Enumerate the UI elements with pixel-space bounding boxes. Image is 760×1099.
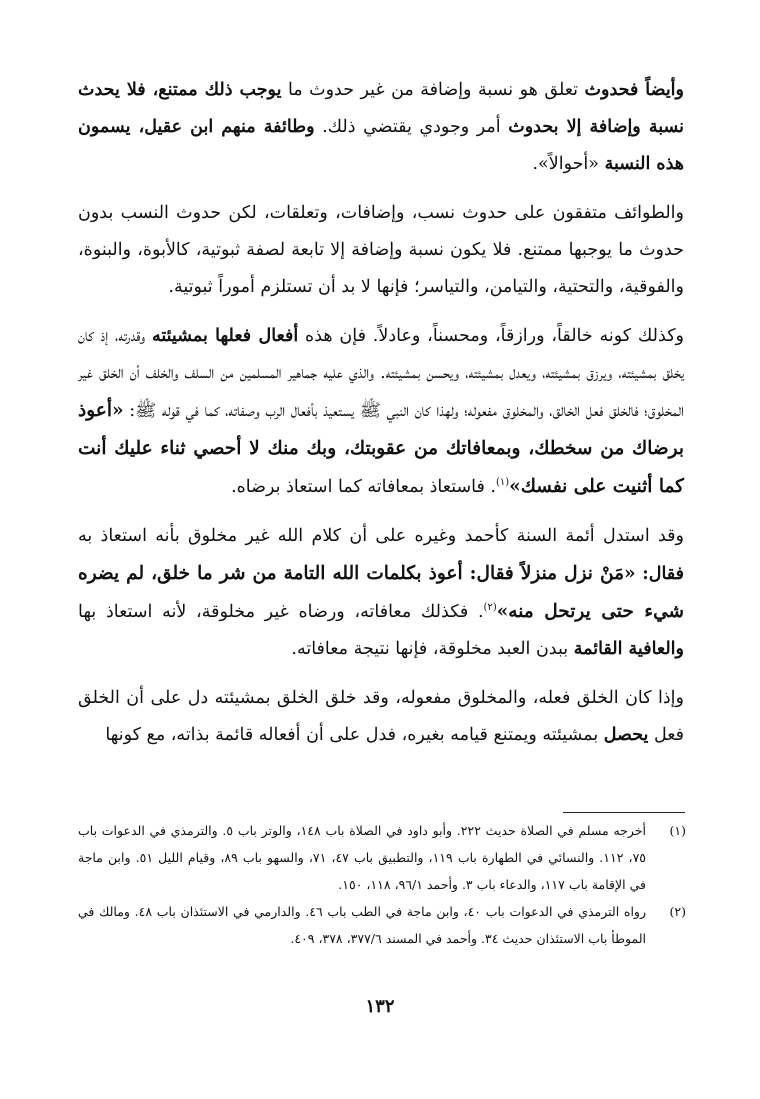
para5-text-a: وإذا كان الخلق فعله، والمخلوق مفعوله، وقد خلق الخلق بمشيئته دل على أن الخلق فعل xyxy=(78,688,684,745)
para1-bold-a: يوجب ذلك ممتنع، فلا يحدث نسبة وإضافة إلا بحدوث xyxy=(78,80,684,137)
para3-text-a: وكذلك كونه خالقاً، ورازقاً، ومحسناً، وعادلاً. فإن هذه xyxy=(298,326,684,346)
main-text xyxy=(78,72,684,754)
footnote-text: أخرجه مسلم في الصلاة حديث ٢٢٢. وأبو داود في الصلاة باب ١٤٨، والوتر باب ٥. والترمذي في الدعوات باب ٧٥، ١١٢. والنسائي في الطهارة باب ١١٩، والتطبيق باب ٤٧، ٧١، والسهو باب ٨٩، وقيام الليل ٥١. وابن ماجة في الإقامة باب ١١٧، والدعاء باب ٣. وأحمد ٩٦/١، ١١٨، ١٥٠. xyxy=(78,823,647,892)
para1-lead: وأيضاً فحدوث xyxy=(584,80,685,100)
footnote-ref-1: (١) xyxy=(495,477,510,489)
paragraph-4 xyxy=(78,518,684,668)
para4-bold-b: والعافية القائمة xyxy=(573,639,684,659)
para3-text-b: وقدرته، إذ كان يخلق بمشيئته، ويرزق بمشيئته، ويعدل بمشيئته، ويحسن بمشيئته. والذي عليه جماهير المسلمين من السلف والخلف أن الخلق غير المخلوق؛ فالخلق فعل الخالق، والمخلوق مفعوله؛ ولهذا كان النبي ﷺ يستعيذ بأفعال الرب وصفاته، كما في قوله ﷺ: xyxy=(78,326,684,421)
page-number: ١٣٢ xyxy=(365,996,395,1017)
footnote-text: رواه الترمذي في الدعوات باب ٤٠، وابن ماجة في الطب باب ٤٦. والدارمي في الاستئذان باب ٤٨. ومالك في الموطأ باب الاستئذان حديث ٣٤. وأحمد في المسند ٣٧٧/٦، ٣٧٨، ٤٠٩. xyxy=(78,904,646,946)
para1-text-a: تعلق هو نسبة وإضافة من غير حدوث ما xyxy=(281,80,585,100)
paragraph-3 xyxy=(78,318,684,506)
para5-text-b: بمشيئته ويمتنع قيامه بغيره، فدل على أن أفعاله قائمة بذاته، مع كونها xyxy=(105,725,604,745)
para3-bold-a: أفعال فعلها بمشيئته xyxy=(151,326,299,346)
para5-bold-a: يحصل xyxy=(603,725,649,745)
para4-text-b: . فكذلك معافاته، ورضاه غير مخلوقة، لأنه استعاذ بها xyxy=(78,602,484,622)
footnote-2 xyxy=(78,898,686,952)
para1-text-c: «أحوالاً». xyxy=(532,154,605,174)
paragraph-5 xyxy=(78,680,684,754)
para1-bold-b: وطائفة منهم ابن عقيل، يسمون هذه النسبة xyxy=(78,117,684,174)
para3-text-c: . فاستعاذ بمعافاته كما استعاذ برضاه. xyxy=(231,477,496,497)
footnote-number: (٢) xyxy=(669,904,686,919)
hadith-quote-2: «مَنْ نزل منزلاً فقال: أعوذ بكلمات الله التامة من شر ما خلق، لم يضره شيء حتى يرتحل منه» xyxy=(78,563,685,622)
paragraph-1 xyxy=(78,72,684,183)
para1-text-b: أمر وجودي يقتضي ذلك. xyxy=(314,117,509,137)
footnotes xyxy=(78,817,686,952)
para4-text-a: وقد استدل أئمة السنة كأحمد وغيره على أن كلام الله غير مخلوق بأنه استعاذ به xyxy=(78,526,684,546)
footnote-divider xyxy=(563,812,685,813)
paragraph-2: والطوائف متفقون على حدوث نسب، وإضافات، وتعلقات، لكن حدوث النسب بدون حدوث ما يوجبها ممتنع. فلا يكون نسبة وإضافة إلا تابعة لصفة ثبوتية، كالأبوة، والبنوة، والفوقية، والتحتية، والتيامن، والتياسر؛ فإنها لا بد أن تستلزم أموراً ثبوتية. xyxy=(78,203,684,297)
hadith-quote-1: «أعوذ برضاك من سخطك، وبمعافاتك من عقوبتك، وبك منك لا أحصي ثناء عليك أنت كما أثنيت على نفسك» xyxy=(78,400,684,497)
footnote-number: (١) xyxy=(669,823,686,838)
para4-bold-a: فقال: xyxy=(635,564,684,584)
footnote-1 xyxy=(78,817,686,898)
para4-text-c: ببدن العبد مخلوقة، فإنها نتيجة معافاته. xyxy=(291,639,574,659)
footnote-ref-2: (٢) xyxy=(483,602,497,614)
